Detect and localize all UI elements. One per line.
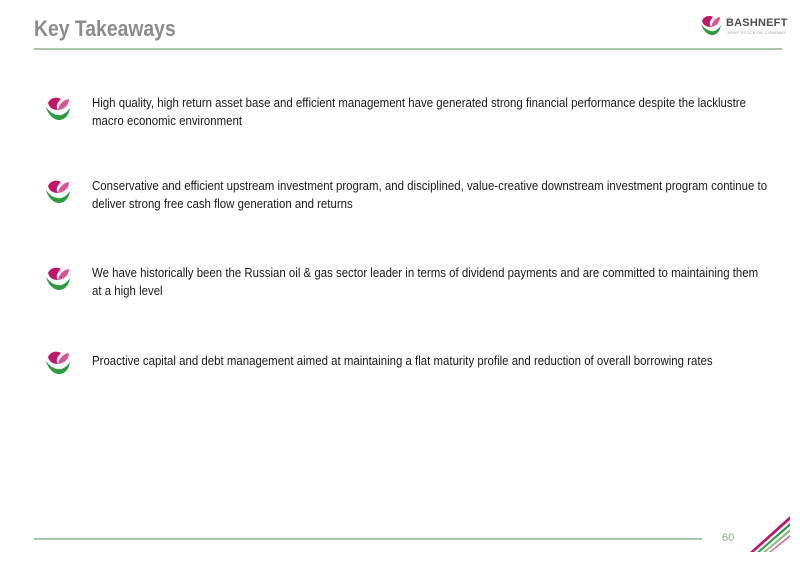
takeaway-text: Proactive capital and debt management aimed at maintaining a flat maturity profile and reduction of overall borrowing rates (92, 353, 713, 368)
bashneft-leaf-icon (44, 177, 72, 205)
bashneft-leaf-icon (44, 348, 72, 376)
logo-name: BASHNEFT (726, 17, 788, 29)
takeaway-text: High quality, high return asset base and efficient management have generated strong financial performance despite the lacklustre macro economic environment (92, 95, 746, 128)
takeaway-item (44, 177, 784, 217)
bashneft-logo-icon (700, 13, 722, 37)
takeaway-text: Conservative and efficient upstream investment program, and disciplined, value-creative downstream investment program continue to deliver strong free cash flow generation and returns (92, 178, 768, 211)
bashneft-logo (700, 13, 790, 39)
bashneft-leaf-icon (44, 264, 72, 292)
takeaway-item (44, 264, 784, 304)
header-divider (34, 48, 782, 50)
bashneft-leaf-icon (44, 94, 72, 122)
corner-stripes-decoration (740, 512, 790, 552)
page-number: 60 (722, 532, 735, 544)
page-title: Key Takeaways (34, 16, 176, 41)
takeaway-text: We have historically been the Russian oil & gas sector leader in terms of dividend payments and are committed to maintaining them at a high level (92, 265, 759, 298)
takeaway-item (44, 94, 784, 134)
takeaway-item (44, 348, 784, 388)
footer-divider (34, 538, 702, 540)
logo-subtitle: JOINT STOCK OIL COMPANY (727, 30, 787, 35)
